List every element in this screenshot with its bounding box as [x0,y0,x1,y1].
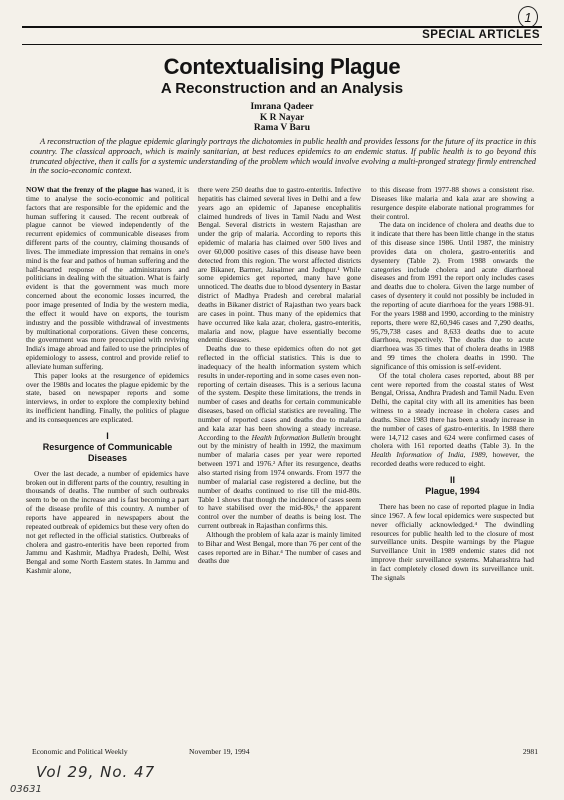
body-column-1 [26,186,189,746]
body-paragraph [26,186,189,372]
journal-name: Economic and Political Weekly [32,747,128,756]
handwritten-volume-note [36,763,246,785]
section-heading-text: Resurgence of Communicable Diseases [42,441,173,463]
article-page [10,0,542,800]
page-number: 2981 [522,747,538,756]
lead-in-text: NOW that the frenzy of the plague has [26,186,152,194]
body-column-3 [371,186,534,746]
section-number: I [106,430,109,441]
article-title: Contextualising Plague [163,54,401,79]
section-heading-text: Plague, 1994 [425,486,480,496]
body-paragraph [371,372,534,469]
body-columns [22,186,542,746]
paragraph-text: Deaths due to these epidemics often do not get reflected in the official statistics. This is due to inadequacy of the health information system which results in under-reporting and in some cases even non-reporting of certain diseases. This is a serious lacuna of the system. Despite these limitations, the trends in number of cases and deaths for certain communicable diseases, based on official statistics are revealing. The number of reported cases and deaths due to malaria and kala azar has been showing a steady increase. According to the [198,344,361,442]
body-column-2 [198,186,361,746]
page-footer [22,747,542,759]
issue-date: November 19, 1994 [189,747,250,756]
body-paragraph: Over the last decade, a number of epidemics have broken out in different parts of the country, resulting in thousands of deaths. The number of such outbreaks seem to be on the increase and is fast becoming a part of the disease profile of this country. A number of reports have appeared in newspapers about the repeated outbreak of epidemics but these very often do not get reflected in the official statistics. Outbreaks of cholera and gastro-enteritis have been reported from Jammu and Kashmir, Madhya Pradesh, Delhi, West Bengal and some North Eastern states. In Jammu and Kashmir alone, [26,468,189,576]
body-paragraph: there were 250 deaths due to gastro-enteritis. Infective hepatitis has claimed several lives in Delhi and a few years ago an epidemic of Japanese encephalitis claimed hundreds of lives in Tamil Nadu and West Bengal. Several districts in western Rajasthan are under the grip of malaria. According to reports this epidemic of malaria has claimed over 500 lives and over 60,000 positive cases of this disease have been detected from this region. The worst affected districts are Bikaner, Barmer, Jaisalmer and Jodhpur.¹ While some epidemics get reported, many have gone unnoticed. The deaths due to blood dysentery in Bastar district of Madhya Pradesh and cerebral malarial deaths in Bikaner district of Rajasthan two years back are cases in point. Thus many of the epidemics that have occurred like kala azar, cholera, gastro-enteritis, malaria and now, plague have essentially become endemic diseases. [198,186,361,345]
handwritten-archive-code [10,784,70,800]
section-heading-1 [26,431,189,464]
source-title: Health Information of India, 1989, [371,450,488,460]
paragraph-text: brought out by the ministry of health in 1992, the maximum number of malaria cases per year were reported between 1971 and 1976.² After its resurgence, deaths also started rising from 1974 onwards. From 1977 the number of malarial case registered a decline, but the number of deaths continued to rise till the mid-80s. Table 1 shows that though the incidence of cases seem to have stabilised over the mid-80s,³ the apparent control over the number of deaths is being lost. The current outbreak in Rajasthan confirms this. [198,432,361,531]
author-list [22,102,542,134]
handwritten-code-text: 03631 [10,784,42,795]
body-paragraph: to this disease from 1977-88 shows a consistent rise. Diseases like malaria and kala azar are showing a resurgence despite elaborate national programmes for their control. [371,186,534,221]
body-paragraph: There has been no case of reported plague in India since 1967. A few local epidemics were suspected but never officially acknowledged.⁴ The dwindling resources for public health led to the closure of most surveillance units. Despite warnings by the Plague Surveillance Unit in 1989 endemic states did not improve their surveillance systems. Maharashtra had in fact completely closed down its surveillance unit. The signals [371,502,534,582]
section-header-rule [22,26,542,45]
section-heading-2 [371,475,534,497]
body-paragraph: Although the problem of kala azar is mainly limited to Bihar and West Bengal, more than 76 per cent of the cases reported are in Bihar.⁴ The number of cases and deaths due [198,529,361,566]
author-name: Imrana Qadeer [250,102,314,112]
corner-page-mark: 1 [518,6,538,28]
handwritten-volume-text: Vol 29, No. 47 [36,763,156,781]
paragraph-text: waned, it is time to analyse the socio-economic and political factors that are responsible for the epidemic and the human suffering it caused. The recent outbreak of plague cannot be viewed independently of the recurrent epidemics of communicable diseases from different parts of the country, claiming thousands of lives. The immediate impression that remains in one's mind is the fear and pathos of human suffering and the half-hearted response of the administrators and politicians in dealing with the situation. What is fairly evident is that the government was much more concerned about the economic losses incurred, the poor image presented of India by the western media, the effect it would have on exports, the tourism industry and the possible withdrawal of investments by multinational corporations. Given these concerns, the government was more preoccupied with reviving India's image abroad and failed to use the principles of epidemiology to assess, control and provide relief to alleviate human suffering. [26,186,189,371]
body-paragraph [198,345,361,531]
section-number: II [449,475,455,485]
article-subtitle: A Reconstruction and an Analysis [160,80,404,97]
author-name: Rama V Baru [253,123,311,133]
author-name: K R Nayar [259,112,305,123]
paragraph-text: Of the total cholera cases reported, about 88 per cent were reported from the coastal states of West Bengal, Orissa, Andhra Pradesh and Tamil Nadu. Even Delhi, the capital city with all its amenities has been witness to a steady increase in cholera cases and deaths. Since 1983 there has been a steady increase in the number of cases of gastro-enteritis. In 1988 there were 14,712 cases and 624 were confirmed cases of cholera with 161 reported deaths (Table 3). In the [371,370,534,451]
paragraph-text: however, the recorded deaths were reduced to eight. [371,450,534,469]
source-title: Health Information Bulletin [251,432,336,442]
article-abstract: A reconstruction of the plague epidemic glaringly portrays the dichotomies in public health and provides lessons for the future of its practice in this country. The classical approach, which is mainly sanitarian, at best reduces epidemics to an endemic status. If public health is to go beyond this truncated objective, then it calls for a systemic understanding of the problem which would involve evolving a multi-pronged strategy firmly entrenched in the socio-economic context. [30,137,536,176]
body-paragraph: The data on incidence of cholera and deaths due to it indicate that there has been little change in the status of this disease since 1986. Until 1987, the ministry provides data on cholera, gastro-enteritis and dysentery (Table 2). From 1988 onwards the categories include cholera and acute diarrhoeal diseases and from 1991 the report only includes cases and deaths due to cholera. Given the large number of cases of dysentery it could not possibly be included in the reporting of acute diarrhoea for the years 1988-91. For the years 1988 and 1990, according to the ministry reports, there were 82,60,946 cases and 7,290 deaths, 95,79,738 cases and 8,633 deaths due to acute diarrhoea, respectively. The deaths due to acute diarrhoea was 35 times that of cholera deaths in 1988 and 99 times the cholera deaths in 1990. The significance of this omission is self-evident. [371,220,534,371]
section-label: SPECIAL ARTICLES [422,29,540,41]
body-paragraph: This paper looks at the resurgence of epidemics over the 1980s and locates the plague epidemic by the state, based on newspaper reports and some interviews, in order to explore the complexity behind its inefficient handling. Finally, the politics of plague and its consequences are explicated. [26,370,189,424]
